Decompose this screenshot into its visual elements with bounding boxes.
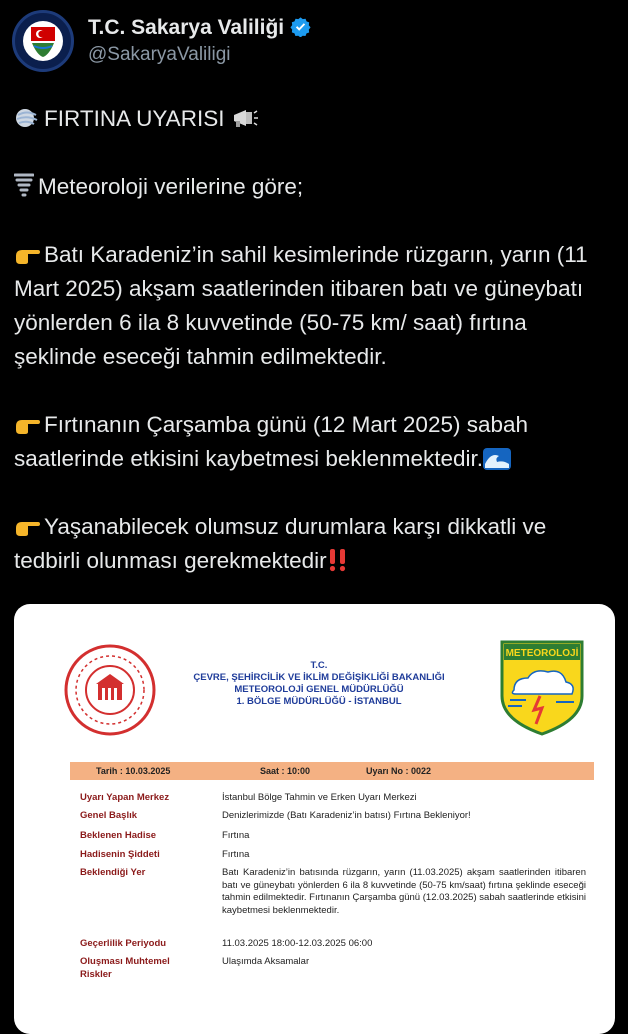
document-row-label: Geçerlilik Periyodu: [80, 938, 167, 949]
tweet-paragraph-3: [14, 510, 614, 578]
document-row-label: Hadisenin Şiddeti: [80, 849, 160, 860]
document-row-label: Oluşması Muhtemel Riskler: [80, 956, 170, 980]
tweet-title: FIRTINA UYARISI: [44, 106, 225, 131]
tornado-icon: [14, 172, 34, 198]
megaphone-icon: [231, 106, 259, 130]
attached-document-image[interactable]: [14, 604, 615, 1034]
tweet-paragraph-1-text: Batı Karadeniz’in sahil kesimlerinde rüzgarın, yarın (11 Mart 2025) akşam saatlerinden itibaren batı ve güneybatı yönlerden 6 ila 8 kuvvetinde (50-75 km/ saat) fırtına şeklinde eseceği tahmin edilmektedir.: [14, 242, 588, 369]
org-line-2: ÇEVRE, ŞEHİRCİLİK VE İKLİM DEĞİŞİKLİĞİ BAKANLIĞI: [193, 672, 445, 683]
document-row-value: 11.03.2025 18:00-12.03.2025 06:00: [222, 938, 373, 949]
account-name[interactable]: [88, 16, 311, 40]
pointing-hand-icon: [14, 518, 40, 538]
document-time: Saat : 10:00: [260, 766, 311, 776]
document-row-label: Beklenen Hadise: [80, 830, 157, 841]
document-row-label: Genel Başlık: [80, 810, 138, 821]
tweet-title-line: [14, 102, 614, 136]
tweet-intro-line: [14, 170, 614, 204]
document-row-value: Ulaşımda Aksamalar: [222, 956, 310, 967]
meteoroloji-logo: [500, 640, 584, 736]
tweet-paragraph-2: [14, 408, 614, 476]
tweet-paragraph-2-text: Fırtınanın Çarşamba günü (12 Mart 2025) sabah saatlerinde etkisini kaybetmesi beklenmektedir.: [14, 412, 529, 471]
tweet-paragraph-3-text: Yaşanabilecek olumsuz durumlara karşı dikkatli ve tedbirli olunması gerekmektedir: [14, 514, 547, 573]
pointing-hand-icon: [14, 246, 40, 266]
wave-icon: [483, 448, 511, 470]
document-row-label: Beklendiği Yer: [80, 867, 146, 878]
ministry-seal-icon: [64, 644, 156, 736]
wind-icon: [14, 106, 40, 130]
meteoroloji-logo-text: METEOROLOJİ: [505, 648, 579, 659]
document-meta-bar: [70, 762, 594, 780]
document-row-value: Batı Karadeniz’in batısında rüzgarın, yarın (11.03.2025) akşam saatlerinden itibaren batı ve güneybatı yönlerden 6 ila 8 kuvvetinde (50-75 km/saat) fırtına şeklinde eseceği tahmin edilmektedir. Fırtınanın Çarşamba günü (12.03.2025) sabah saatlerinde etkisini kaybetmesi beklenmektedir.: [222, 867, 586, 916]
tweet-intro: Meteoroloji verilerine göre;: [38, 174, 304, 199]
tweet-text: [14, 102, 614, 578]
document-organization: [154, 660, 484, 708]
org-line-4: 1. BÖLGE MÜDÜRLÜĞÜ - İSTANBUL: [236, 696, 402, 707]
account-name-text: T.C. Sakarya Valiliği: [88, 16, 285, 39]
document-warning-number: Uyarı No : 0022: [366, 766, 432, 776]
tweet-paragraph-1: [14, 238, 614, 374]
account-handle[interactable]: @SakaryaValiligi: [88, 44, 231, 65]
org-line-3: METEOROLOJİ GENEL MÜDÜRLÜĞÜ: [234, 684, 404, 695]
account-avatar[interactable]: [12, 10, 74, 72]
document-row-value: Fırtına: [222, 849, 250, 860]
document-date: Tarih : 10.03.2025: [96, 766, 171, 776]
double-exclamation-icon: [327, 548, 349, 572]
verified-badge-icon: [290, 16, 311, 37]
document-row-value: Denizlerimizde (Batı Karadeniz’in batısı) Fırtına Bekleniyor!: [222, 810, 471, 821]
document-row-value: Fırtına: [222, 830, 250, 841]
document-row-value: İstanbul Bölge Tahmin ve Erken Uyarı Merkezi: [222, 792, 417, 803]
document-row-label: Uyarı Yapan Merkez: [80, 792, 170, 803]
org-line-1: T.C.: [310, 660, 328, 671]
sakarya-seal-icon: [15, 13, 71, 69]
tweet-header: [12, 10, 612, 72]
pointing-hand-icon: [14, 416, 40, 436]
